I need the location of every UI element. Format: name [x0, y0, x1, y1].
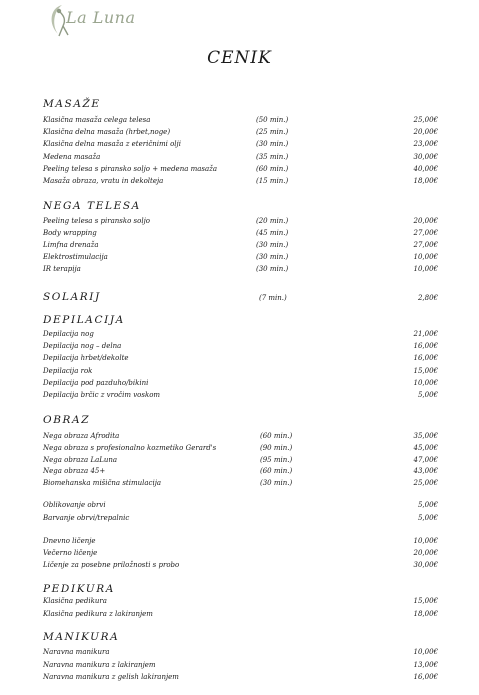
- service-name: Body wrapping: [43, 229, 97, 238]
- service-name: Klasična masaža celega telesa: [43, 116, 151, 124]
- service-name: Depilacija brčic z vročim voskom: [43, 391, 161, 399]
- service-name: Depilacija nog: [43, 330, 94, 338]
- service-duration: (95 min.): [260, 455, 293, 464]
- service-price: 47,00€: [413, 455, 438, 464]
- service-duration: (30 min.): [256, 241, 289, 250]
- price-row: [43, 537, 438, 549]
- price-row: [43, 116, 438, 128]
- section-title-masaze: MASAŽE: [43, 98, 101, 110]
- service-name: Klasična pedikura: [43, 597, 107, 605]
- service-name: Klasična delna masaža z eteričnimi olji: [43, 140, 181, 149]
- service-name: Elektrostimulacija: [43, 253, 108, 262]
- service-price: 5,00€: [417, 501, 438, 509]
- service-price: 30,00€: [413, 152, 438, 161]
- service-duration: (35 min.): [256, 152, 289, 161]
- service-price: 18,00€: [413, 177, 438, 185]
- service-name: Barvanje obrvi/trepalnic: [43, 513, 130, 522]
- solarij-price: 2,80€: [417, 294, 438, 302]
- service-price: 20,00€: [413, 548, 438, 557]
- service-duration: (60 min.): [260, 432, 293, 440]
- section-title-manikura: MANIKURA: [43, 631, 120, 643]
- solarij-row: [43, 294, 438, 306]
- service-price: 27,00€: [413, 241, 438, 250]
- service-price: 40,00€: [413, 164, 438, 173]
- price-row: [43, 379, 438, 391]
- service-duration: (20 min.): [256, 217, 289, 225]
- logo-text: La Luna: [66, 8, 136, 27]
- service-name: Nega obraza 45+: [43, 467, 106, 476]
- price-row: [43, 165, 438, 177]
- service-price: 16,00€: [413, 342, 438, 351]
- price-row: [43, 561, 438, 573]
- service-price: 10,00€: [413, 253, 438, 262]
- price-row: [43, 456, 438, 468]
- service-price: 21,00€: [413, 330, 438, 338]
- service-name: Depilacija rok: [43, 366, 93, 375]
- service-price: 10,00€: [413, 648, 438, 656]
- solarij-duration: (7 min.): [259, 294, 287, 302]
- service-duration: (30 min.): [256, 265, 289, 274]
- service-price: 20,00€: [413, 128, 438, 137]
- price-row: [43, 661, 438, 673]
- service-price: 23,00€: [413, 140, 438, 149]
- service-price: 25,00€: [413, 116, 438, 124]
- service-duration: (50 min.): [256, 116, 289, 124]
- price-row: [43, 549, 438, 561]
- service-price: 25,00€: [413, 479, 438, 488]
- service-price: 10,00€: [413, 537, 438, 545]
- price-row: [43, 501, 438, 513]
- price-row: [43, 354, 438, 366]
- service-name: Večerno ličenje: [43, 548, 98, 557]
- price-row: [43, 444, 438, 456]
- price-row: [43, 610, 438, 622]
- service-name: Naravna manikura z gelish lakiranjem: [43, 673, 179, 681]
- price-row: [43, 514, 438, 526]
- service-price: 43,00€: [413, 467, 438, 476]
- section-title-pedikura: PEDIKURA: [43, 583, 115, 595]
- service-name: Medena masaža: [43, 152, 101, 161]
- service-name: Peeling telesa s piransko soljo + medena masaža: [43, 164, 218, 173]
- service-name: Naravna manikura: [43, 648, 110, 656]
- service-name: Oblikovanje obrvi: [43, 501, 106, 509]
- service-name: Masaža obraza, vratu in dekolteja: [43, 177, 164, 185]
- service-name: Depilacija nog – delna: [43, 342, 122, 351]
- service-name: Nega obraza LaLuna: [43, 455, 118, 464]
- service-price: 35,00€: [413, 432, 438, 440]
- price-row: [43, 265, 438, 277]
- price-row: [43, 253, 438, 265]
- service-duration: (45 min.): [256, 229, 289, 238]
- logo: [44, 2, 144, 40]
- price-row: [43, 241, 438, 253]
- service-price: 30,00€: [413, 560, 438, 569]
- service-duration: (30 min.): [256, 140, 289, 149]
- price-row: [43, 648, 438, 660]
- service-duration: (60 min.): [260, 467, 293, 476]
- price-row: [43, 597, 438, 609]
- service-price: 16,00€: [413, 673, 438, 681]
- service-name: Naravna manikura z lakiranjem: [43, 660, 156, 669]
- service-name: Klasična delna masaža (hrbet,noge): [43, 128, 171, 137]
- service-name: Biomehanska mišična stimulacija: [43, 479, 162, 488]
- service-name: Depilacija hrbet/dekolte: [43, 354, 129, 363]
- service-price: 45,00€: [413, 443, 438, 452]
- service-price: 15,00€: [413, 597, 438, 605]
- service-price: 16,00€: [413, 354, 438, 363]
- price-row: [43, 467, 438, 479]
- service-name: Depilacija pod pazduho/bikini: [43, 378, 149, 387]
- service-duration: (25 min.): [256, 128, 289, 137]
- service-price: 27,00€: [413, 229, 438, 238]
- price-row: [43, 391, 438, 403]
- price-row: [43, 479, 438, 491]
- service-price: 5,00€: [417, 391, 438, 399]
- price-row: [43, 432, 438, 444]
- price-row: [43, 367, 438, 379]
- price-row: [43, 217, 438, 229]
- price-row: [43, 342, 438, 354]
- service-price: 10,00€: [413, 378, 438, 387]
- service-name: Dnevno ličenje: [43, 537, 96, 545]
- service-duration: (30 min.): [260, 479, 293, 488]
- service-price: 10,00€: [413, 265, 438, 274]
- price-row: [43, 153, 438, 165]
- price-row: [43, 229, 438, 241]
- service-name: Nega obraza Afrodita: [43, 432, 120, 440]
- section-title-obraz: OBRAZ: [43, 414, 91, 426]
- price-row: [43, 177, 438, 189]
- service-price: 20,00€: [413, 217, 438, 225]
- service-name: Klasična pedikura z lakiranjem: [43, 609, 153, 618]
- price-row: [43, 140, 438, 152]
- section-title-solarij: SOLARIJ: [43, 291, 101, 303]
- service-duration: (15 min.): [256, 177, 289, 185]
- section-title-depilacija: DEPILACIJA: [43, 314, 125, 326]
- service-duration: (60 min.): [256, 164, 289, 173]
- service-name: Ličenje za posebne priložnosti s probo: [43, 560, 180, 569]
- service-name: IR terapija: [43, 265, 81, 274]
- service-price: 15,00€: [413, 366, 438, 375]
- section-title-nega-telesa: NEGA TELESA: [43, 200, 141, 212]
- service-name: Peeling telesa s piransko soljo: [43, 217, 150, 225]
- price-row: [43, 330, 438, 342]
- service-duration: (90 min.): [260, 443, 293, 452]
- page-title: CENIK: [207, 48, 272, 68]
- service-price: 18,00€: [413, 609, 438, 618]
- service-name: Limfna drenaža: [43, 241, 99, 250]
- service-name: Nega obraza s profesionalno kozmetiko Gerard's: [43, 443, 217, 452]
- price-row: [43, 128, 438, 140]
- service-price: 5,00€: [417, 513, 438, 522]
- service-duration: (30 min.): [256, 253, 289, 262]
- service-price: 13,00€: [413, 660, 438, 669]
- price-row: [43, 673, 438, 685]
